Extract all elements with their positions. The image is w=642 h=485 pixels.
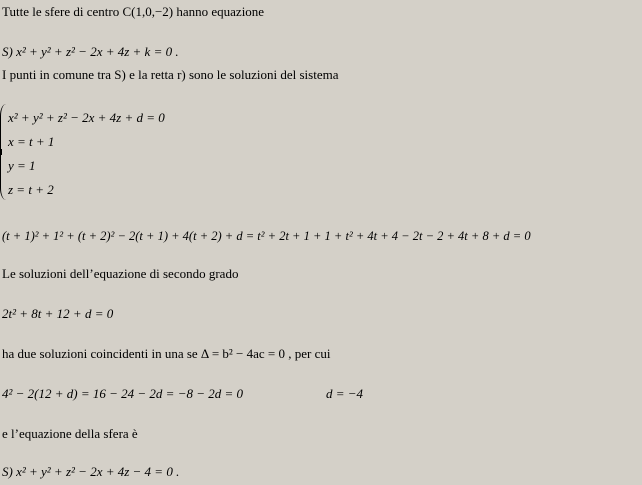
system-brace [0,104,7,200]
substitution-equation: (t + 1)² + 1² + (t + 2)² − 2(t + 1) + 4(t + 2) + d = t² + 2t + 1 + 1 + t² + 4t + 4 − 2t − 2 + 4t + 8 + d = 0 [2,229,531,243]
sphere-family-equation: S) x² + y² + z² − 2x + 4z + k = 0 . [2,44,179,59]
intro-line: Tutte le sfere di centro C(1,0,−2) hanno equazione [2,4,265,19]
final-sphere-equation: S) x² + y² + z² − 2x + 4z − 4 = 0 . [2,464,180,479]
sphere-equation-intro: e l’equazione della sfera è [2,426,138,441]
system-equation-1: x² + y² + z² − 2x + 4z + d = 0 [8,110,165,125]
quadratic-equation: 2t² + 8t + 12 + d = 0 [2,306,114,321]
discriminant-condition: ha due soluzioni coincidenti in una se Δ = b² − 4ac = 0 , per cui [2,346,331,361]
system-equation-4: z = t + 2 [8,182,54,197]
system-equation-2: x = t + 1 [8,134,55,149]
second-degree-intro: Le soluzioni dell’equazione di secondo grado [2,266,239,281]
intersection-intro-line: I punti in comune tra S) e la retta r) sono le soluzioni del sistema [2,67,339,82]
system-equation-3: y = 1 [8,158,36,173]
d-value: d = −4 [326,386,364,401]
discriminant-computation: 4² − 2(12 + d) = 16 − 24 − 2d = −8 − 2d = 0 [2,386,244,401]
